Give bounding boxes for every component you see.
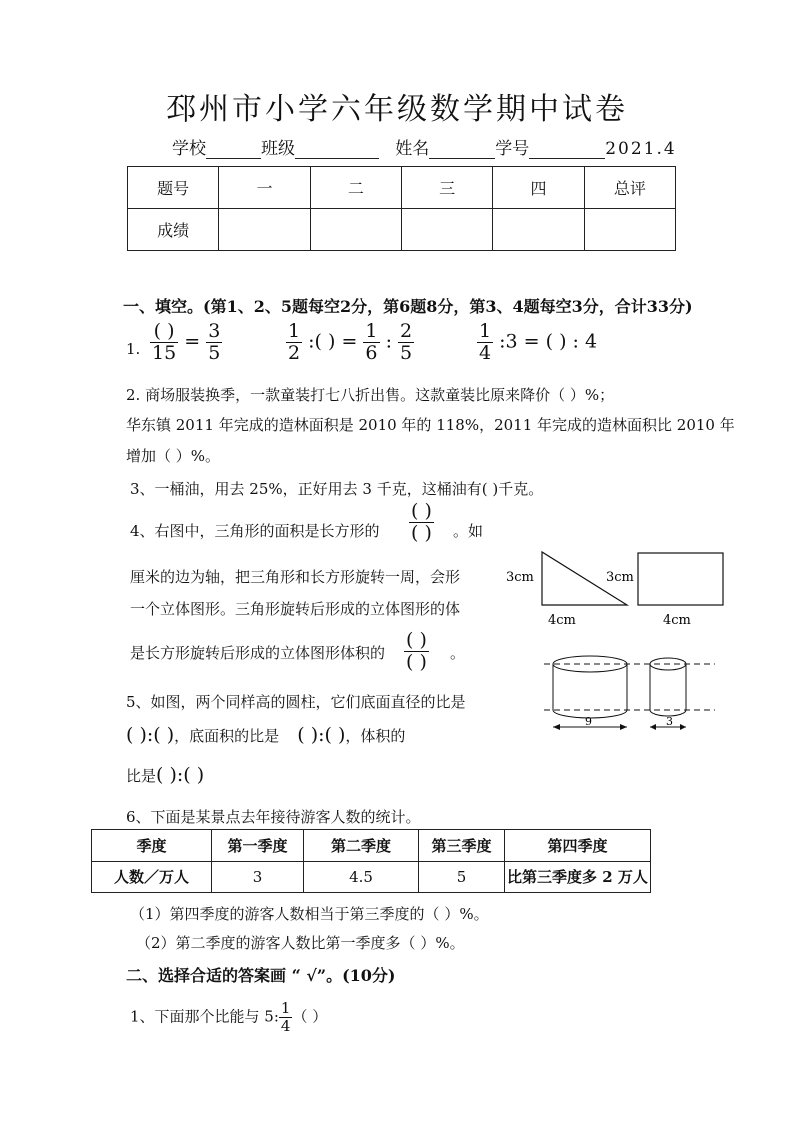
exam-date: 2021.4 [605, 139, 677, 159]
score-input-cell[interactable] [219, 209, 310, 251]
q4-fraction-2 [404, 630, 429, 673]
score-header-cell: 二 [310, 167, 401, 209]
q4-frac2-denominator: ( ) [406, 651, 427, 673]
table-row [92, 861, 651, 893]
q4-line-4: 是长方形旋转后形成的立体图形体积的 [130, 644, 386, 662]
q1b-numerator-2: 1 [365, 320, 378, 342]
q4-line-1-text: 4、右图中，三角形的面积是长方形的 [130, 522, 380, 540]
number-label: 学号 [495, 139, 530, 159]
arrow-head [680, 724, 686, 730]
q4-line-2: 厘米的边为轴，把三角形和长方形旋转一周，会形 [130, 568, 461, 586]
score-row-label: 成绩 [128, 209, 219, 251]
q4-fraction-1 [409, 501, 434, 544]
small-diameter-label: 3 [666, 715, 673, 728]
table-cell: 3 [212, 861, 304, 893]
section-2-heading: 二、选择合适的答案画 “ √”。(10分) [126, 966, 396, 985]
q1a2-denominator: 5 [208, 342, 221, 364]
q1a-denominator: 15 [152, 342, 177, 364]
score-input-cell[interactable] [401, 209, 492, 251]
class-label: 班级 [261, 139, 295, 159]
q1-number: 1. [126, 340, 141, 358]
equals-sign: = [184, 330, 201, 353]
s2-q1-numerator: 1 [280, 999, 291, 1017]
table-header-cell: 季度 [92, 830, 212, 862]
score-input-cell[interactable] [310, 209, 401, 251]
s2-q1-answer-blank[interactable]: （ ） [292, 1007, 328, 1026]
table-header-cell: 第三季度 [419, 830, 505, 862]
rectangle-shape [638, 553, 723, 605]
q5-volume-ratio: ( ):( ) [156, 764, 205, 786]
class-field[interactable] [295, 140, 379, 159]
page-title: 邳州市小学六年级数学期中试卷 [166, 92, 628, 127]
triangle-base-label: 4cm [548, 613, 576, 628]
q4-frac2-numerator: ( ) [406, 629, 427, 651]
q1c-rest: :3 = ( ) : 4 [499, 330, 598, 353]
name-label: 姓名 [395, 139, 430, 159]
score-table-header-row [128, 167, 676, 209]
school-field[interactable] [206, 140, 261, 159]
table-header-cell: 第二季度 [304, 830, 419, 862]
score-header-cell: 三 [401, 167, 492, 209]
rectangle-side-label: 3cm [606, 570, 634, 585]
q4-line-3: 一个立体图形。三角形旋转后形成的立体图形的体 [130, 600, 461, 618]
name-field[interactable] [429, 140, 495, 159]
q6-sub-2: （2）第二季度的游客人数比第一季度多（ ）%。 [136, 934, 465, 952]
school-label: 学校 [172, 139, 206, 159]
q1a-numerator: ( ) [150, 321, 178, 343]
q2-line-3: 增加（ ）%。 [126, 447, 221, 465]
q5-line-3-text: 比是 [126, 767, 157, 785]
score-header-cell: 总评 [584, 167, 675, 209]
q6-intro: 6、下面是某景点去年接待游客人数的统计。 [126, 808, 421, 826]
table-cell: 人数／万人 [92, 861, 212, 893]
q1-part-c [477, 321, 597, 364]
q1b-numerator-1: 1 [288, 320, 301, 342]
q4-line-1 [130, 520, 380, 541]
score-header-cell: 四 [493, 167, 584, 209]
q2-line-1: 2. 商场服装换季，一款童装打七八折出售。这款童装比原来降价（ ）%； [126, 386, 615, 404]
table-cell: 5 [419, 861, 505, 893]
s2-q1 [130, 1000, 327, 1035]
q5-area-ratio: ( ):( ) [297, 724, 346, 746]
section-1-heading: 一、填空。(第1、2、5题每空2分，第6题8分，第3、4题每空3分，合计33分) [123, 297, 693, 316]
table-header-row [92, 830, 651, 862]
table-header-cell: 第一季度 [212, 830, 304, 862]
q1-part-b [286, 321, 414, 364]
arrow-head [650, 724, 656, 730]
score-table-score-row [128, 209, 676, 251]
q4-frac1-numerator: ( ) [411, 500, 432, 522]
q2-line-2: 华东镇 2011 年完成的造林面积是 2010 年的 118%，2011 年完成的造林面积比 2010 年 [126, 416, 735, 434]
table-cell: 4.5 [304, 861, 419, 893]
cylinders-figure [540, 650, 720, 742]
q1b-middle: :( ) = [308, 330, 358, 353]
q1c-denominator: 4 [479, 342, 492, 364]
q5-diameter-ratio: ( ):( ) [126, 724, 175, 746]
q5-line-1: 5、如图，两个同样高的圆柱，它们底面直径的比是 [126, 693, 466, 711]
student-info-line [172, 134, 677, 159]
q1b-colon: : [385, 330, 392, 353]
tourist-stats-table [91, 829, 651, 893]
q1-part-a [150, 321, 222, 364]
triangle-rectangle-figure [500, 545, 740, 635]
score-input-cell[interactable] [493, 209, 584, 251]
q1c-numerator: 1 [479, 320, 492, 342]
score-input-cell[interactable] [584, 209, 675, 251]
arrow-head [620, 724, 627, 730]
q6-sub-1: （1）第四季度的游客人数相当于第三季度的（ ）%。 [130, 905, 489, 923]
q1b-denominator-1: 2 [288, 342, 301, 364]
q5-line-2 [126, 724, 405, 746]
q5-line-2-mid: ，底面积的比是 [174, 727, 280, 745]
score-header-cell: 一 [219, 167, 310, 209]
big-diameter-label: 9 [585, 715, 592, 728]
q4-frac1-denominator: ( ) [411, 522, 432, 544]
q1b-numerator-3: 2 [400, 320, 413, 342]
s2-q1-text: 1、下面那个比能与 5: [130, 1007, 279, 1026]
s2-q1-denominator: 4 [280, 1017, 291, 1035]
triangle-side-label: 3cm [506, 570, 534, 585]
q1b-denominator-3: 5 [400, 342, 413, 364]
table-header-cell: 第四季度 [505, 830, 651, 862]
q5-line-3 [126, 764, 204, 786]
score-header-cell: 题号 [128, 167, 219, 209]
q1b-denominator-2: 6 [365, 342, 378, 364]
q4-line-4-end: 。 [450, 644, 466, 662]
number-field[interactable] [529, 140, 605, 159]
rectangle-base-label: 4cm [663, 613, 691, 628]
arrow-head [553, 724, 560, 730]
table-cell: 比第三季度多 2 万人 [505, 861, 651, 893]
q4-line-1-end: 。如 [453, 522, 484, 540]
q1a2-numerator: 3 [208, 320, 221, 342]
q3-text: 3、一桶油，用去 25%，正好用去 3 千克，这桶油有( )千克。 [130, 480, 544, 498]
score-table [127, 166, 676, 251]
q5-line-2-end: ，体积的 [345, 727, 406, 745]
